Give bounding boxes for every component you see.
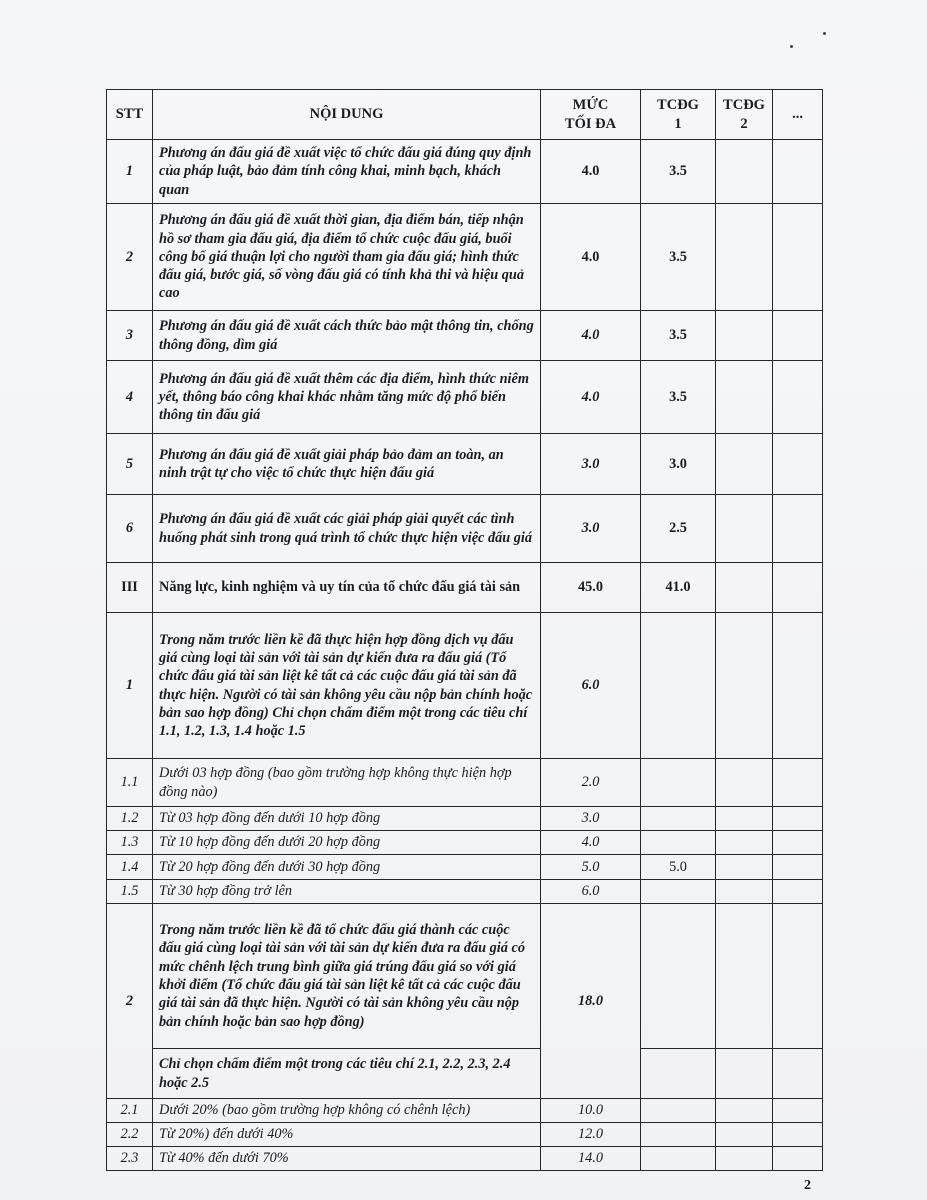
row-stt: 2 [107,904,153,1099]
row-tcdg-1: 41.0 [641,563,716,613]
row-stt: 2.1 [107,1099,153,1123]
table-row [107,434,823,495]
row-more [773,1147,823,1171]
table-row [107,311,823,361]
row-more-empty [773,1049,823,1099]
row-tcdg-1 [641,831,716,855]
header-tcdg-1: TCĐG 1 [641,90,716,140]
row-content: Năng lực, kinh nghiệm và uy tín của tổ chức đấu giá tài sản [153,563,541,613]
row-content: Từ 10 hợp đồng đến dưới 20 hợp đồng [153,831,541,855]
row-more [773,140,823,204]
table-row [107,140,823,204]
row-max-score: 14.0 [541,1147,641,1171]
row-tcdg-2-empty [716,1049,773,1099]
row-stt: 1.2 [107,807,153,831]
row-max-score: 6.0 [541,613,641,759]
row-stt: 3 [107,311,153,361]
row-max-score: 3.0 [541,495,641,563]
row-max-score: 4.0 [541,311,641,361]
row-max-score: 3.0 [541,807,641,831]
row-tcdg-2 [716,831,773,855]
row-tcdg-1: 3.5 [641,140,716,204]
row-max-score: 4.0 [541,140,641,204]
row-more [773,1123,823,1147]
row-tcdg-2 [716,880,773,904]
row-stt: 2.2 [107,1123,153,1147]
row-tcdg-1 [641,759,716,807]
row-tcdg-2 [716,204,773,311]
row-tcdg-1 [641,904,716,1049]
row-more [773,904,823,1049]
row-more [773,831,823,855]
table-row-subnote [107,1049,823,1099]
evaluation-table [106,89,823,1171]
table-row [107,831,823,855]
row-stt: 1.3 [107,831,153,855]
row-max-score: 4.0 [541,361,641,434]
row-tcdg-2 [716,807,773,831]
row-max-score: 10.0 [541,1099,641,1123]
row-tcdg-2 [716,759,773,807]
row-content: Từ 20 hợp đồng đến dưới 30 hợp đồng [153,855,541,880]
row-more [773,495,823,563]
row-tcdg-1 [641,807,716,831]
table-row [107,204,823,311]
row-tcdg-2 [716,1123,773,1147]
scan-speck [790,45,793,48]
row-max-score: 4.0 [541,204,641,311]
row-max-score: 2.0 [541,759,641,807]
row-content-subnote: Chỉ chọn chấm điểm một trong các tiêu chí 2.1, 2.2, 2.3, 2.4 hoặc 2.5 [153,1049,541,1099]
row-stt: 1 [107,613,153,759]
table-row [107,807,823,831]
row-stt: III [107,563,153,613]
page-number: 2 [804,1178,811,1193]
row-stt: 4 [107,361,153,434]
row-max-score: 4.0 [541,831,641,855]
row-tcdg-1: 3.5 [641,361,716,434]
row-tcdg-1: 5.0 [641,855,716,880]
row-tcdg-1 [641,1147,716,1171]
row-stt: 6 [107,495,153,563]
row-tcdg-1-empty [641,1049,716,1099]
row-content: Phương án đấu giá đề xuất thêm các địa điểm, hình thức niêm yết, thông báo công khai khác nhằm tăng mức độ phổ biến thông tin đấu giá [153,361,541,434]
row-tcdg-1: 3.5 [641,311,716,361]
row-tcdg-1 [641,1099,716,1123]
row-content: Trong năm trước liền kề đã thực hiện hợp đồng dịch vụ đấu giá cùng loại tài sản với tài sản dự kiến đưa ra đấu giá (Tổ chức đấu giá tài sản liệt kê tất cả các cuộc đấu giá tài sản đã thực hiện. Người có tài sản không yêu cầu nộp bản chính hoặc bản sao hợp đồng) Chỉ chọn chấm điểm một trong các tiêu chí 1.1, 1.2, 1.3, 1.4 hoặc 1.5 [153,613,541,759]
row-content: Dưới 03 hợp đồng (bao gồm trường hợp không thực hiện hợp đồng nào) [153,759,541,807]
header-stt: STT [107,90,153,140]
row-tcdg-2 [716,613,773,759]
row-more [773,759,823,807]
row-more [773,1099,823,1123]
row-content: Từ 40% đến dưới 70% [153,1147,541,1171]
row-stt: 1 [107,140,153,204]
row-stt: 2 [107,204,153,311]
table-row [107,613,823,759]
row-tcdg-2 [716,904,773,1049]
row-tcdg-1 [641,1123,716,1147]
row-max-score: 3.0 [541,434,641,495]
row-tcdg-1: 3.5 [641,204,716,311]
row-more [773,807,823,831]
row-tcdg-2 [716,495,773,563]
header-more: ... [773,90,823,140]
table-row [107,1147,823,1171]
table-row [107,904,823,1049]
row-tcdg-1: 3.0 [641,434,716,495]
row-more [773,361,823,434]
row-stt: 2.3 [107,1147,153,1171]
row-max-score: 6.0 [541,880,641,904]
row-max-score: 12.0 [541,1123,641,1147]
row-tcdg-2 [716,140,773,204]
row-content: Phương án đấu giá đề xuất việc tổ chức đấu giá đúng quy định của pháp luật, bảo đảm tính công khai, minh bạch, khách quan [153,140,541,204]
header-max-score: MỨC TỐI ĐA [541,90,641,140]
row-tcdg-2 [716,563,773,613]
row-content: Phương án đấu giá đề xuất giải pháp bảo đảm an toàn, an ninh trật tự cho việc tổ chức thực hiện đấu giá [153,434,541,495]
row-tcdg-1 [641,613,716,759]
row-more [773,613,823,759]
table-row [107,759,823,807]
row-more [773,855,823,880]
row-max-score: 18.0 [541,904,641,1099]
header-tcdg-2: TCĐG 2 [716,90,773,140]
row-content: Phương án đấu giá đề xuất cách thức bảo mật thông tin, chống thông đồng, dìm giá [153,311,541,361]
table-row [107,495,823,563]
row-stt: 1.4 [107,855,153,880]
table-row [107,855,823,880]
row-stt: 5 [107,434,153,495]
table-row-section [107,563,823,613]
row-more [773,434,823,495]
row-content: Dưới 20% (bao gồm trường hợp không có chênh lệch) [153,1099,541,1123]
row-tcdg-2 [716,311,773,361]
row-tcdg-1: 2.5 [641,495,716,563]
row-stt: 1.1 [107,759,153,807]
row-tcdg-1 [641,880,716,904]
row-content: Từ 20%) đến dưới 40% [153,1123,541,1147]
row-tcdg-2 [716,1147,773,1171]
row-more [773,563,823,613]
row-content: Từ 03 hợp đồng đến dưới 10 hợp đồng [153,807,541,831]
row-stt: 1.5 [107,880,153,904]
row-tcdg-2 [716,434,773,495]
header-content: NỘI DUNG [153,90,541,140]
row-tcdg-2 [716,1099,773,1123]
row-more [773,204,823,311]
table-row [107,1123,823,1147]
table-row [107,880,823,904]
row-content: Từ 30 hợp đồng trở lên [153,880,541,904]
row-content: Phương án đấu giá đề xuất các giải pháp giải quyết các tình huống phát sinh trong quá trình tổ chức thực hiện việc đấu giá [153,495,541,563]
row-tcdg-2 [716,855,773,880]
row-max-score: 45.0 [541,563,641,613]
table-row [107,1099,823,1123]
row-content: Trong năm trước liền kề đã tổ chức đấu giá thành các cuộc đấu giá cùng loại tài sản với tài sản dự kiến đưa ra đấu giá có mức chênh lệch trung bình giữa giá trúng đấu giá so với giá khởi điểm (Tổ chức đấu giá tài sản liệt kê tất cả các cuộc đấu giá tài sản đã thực hiện. Người có tài sản không yêu cầu nộp bản chính hoặc bản sao hợp đồng) [153,904,541,1049]
row-content: Phương án đấu giá đề xuất thời gian, địa điểm bán, tiếp nhận hồ sơ tham gia đấu giá, địa điểm tổ chức cuộc đấu giá, buổi công bố giá thuận lợi cho người tham gia đấu giá; hình thức đấu giá, bước giá, số vòng đấu giá có tính khả thi và hiệu quả cao [153,204,541,311]
row-tcdg-2 [716,361,773,434]
scan-speck [823,32,826,35]
row-more [773,311,823,361]
row-max-score: 5.0 [541,855,641,880]
table-row [107,361,823,434]
row-more [773,880,823,904]
table-header-row [107,90,823,140]
